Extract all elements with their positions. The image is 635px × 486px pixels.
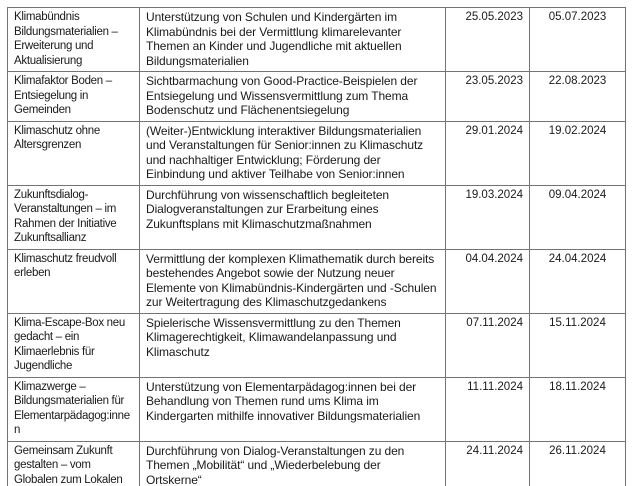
table-row — [8, 249, 626, 313]
project-description-cell: Durchführung von wissenschaftlich begleiteten Dialogveranstaltungen zur Erarbeitung eines Zukunftsplans mit Klimaschutzmaßnahmen — [140, 185, 446, 249]
projects-table — [7, 7, 626, 486]
table-row — [8, 377, 626, 441]
date-2-cell: 18.11.2024 — [530, 377, 626, 441]
table-row — [8, 72, 626, 122]
date-2-cell: 22.08.2023 — [530, 72, 626, 122]
table-row — [8, 121, 626, 185]
date-2-cell: 24.04.2024 — [530, 249, 626, 313]
project-title-cell: Klimabündnis Bildungsmaterialien – Erweiterung und Aktualisierung — [8, 8, 140, 72]
project-description-cell: Sichtbarmachung von Good-Practice-Beispielen der Entsiegelung und Wissensvermittlung zum Thema Bodenschutz und Flächenentsiegelung — [140, 72, 446, 122]
project-title-cell: Klimaschutz ohne Altersgrenzen — [8, 121, 140, 185]
table-row — [8, 313, 626, 377]
table-row — [8, 441, 626, 486]
project-title-cell: Klimazwerge – Bildungsmaterialien für Elementarpädagog:innen — [8, 377, 140, 441]
date-2-cell: 05.07.2023 — [530, 8, 626, 72]
project-title-cell: Klimaschutz freudvoll erleben — [8, 249, 140, 313]
date-1-cell: 19.03.2024 — [446, 185, 530, 249]
date-1-cell: 07.11.2024 — [446, 313, 530, 377]
project-description-cell: Durchführung von Dialog-Veranstaltungen zu den Themen „Mobilität“ und „Wiederbelebung der Ortskerne“ — [140, 441, 446, 486]
project-description-cell: Spielerische Wissensvermittlung zu den Themen Klimagerechtigkeit, Klimawandelanpassung und Klimaschutz — [140, 313, 446, 377]
date-2-cell: 26.11.2024 — [530, 441, 626, 486]
date-2-cell: 19.02.2024 — [530, 121, 626, 185]
project-description-cell: Vermittlung der komplexen Klimathematik durch bereits bestehendes Angebot sowie der Nutzung neuer Elemente von Klimabündnis-Kindergärten und -Schulen zur Weitertragung des Klimaschutzgedankens — [140, 249, 446, 313]
date-1-cell: 29.01.2024 — [446, 121, 530, 185]
project-title-cell: Klima-Escape-Box neu gedacht – ein Klimaerlebnis für Jugendliche — [8, 313, 140, 377]
date-1-cell: 04.04.2024 — [446, 249, 530, 313]
date-1-cell: 25.05.2023 — [446, 8, 530, 72]
date-1-cell: 11.11.2024 — [446, 377, 530, 441]
project-description-cell: Unterstützung von Schulen und Kindergärten im Klimabündnis bei der Vermittlung klimarelevanter Themen an Kinder und Jugendliche mit aktuellen Bildungsmaterialien — [140, 8, 446, 72]
date-2-cell: 09.04.2024 — [530, 185, 626, 249]
project-description-cell: (Weiter-)Entwicklung interaktiver Bildungsmaterialien und Veranstaltungen für Senior:innen zu Klimaschutz und nachhaltiger Entwicklung; Förderung der Einbindung und aktiver Teilhabe von Senior:innen — [140, 121, 446, 185]
table-row — [8, 185, 626, 249]
project-title-cell: Zukunftsdialog-Veranstaltungen – im Rahmen der Initiative Zukunftsallianz — [8, 185, 140, 249]
date-1-cell: 23.05.2023 — [446, 72, 530, 122]
project-title-cell: Klimafaktor Boden – Entsiegelung in Gemeinden — [8, 72, 140, 122]
project-title-cell: Gemeinsam Zukunft gestalten – vom Globalen zum Lokalen — [8, 441, 140, 486]
date-1-cell: 24.11.2024 — [446, 441, 530, 486]
date-2-cell: 15.11.2024 — [530, 313, 626, 377]
project-description-cell: Unterstützung von Elementarpädagog:innen bei der Behandlung von Themen rund ums Klima im Kindergarten mithilfe innovativer Bildungsmaterialien — [140, 377, 446, 441]
table-row — [8, 8, 626, 72]
